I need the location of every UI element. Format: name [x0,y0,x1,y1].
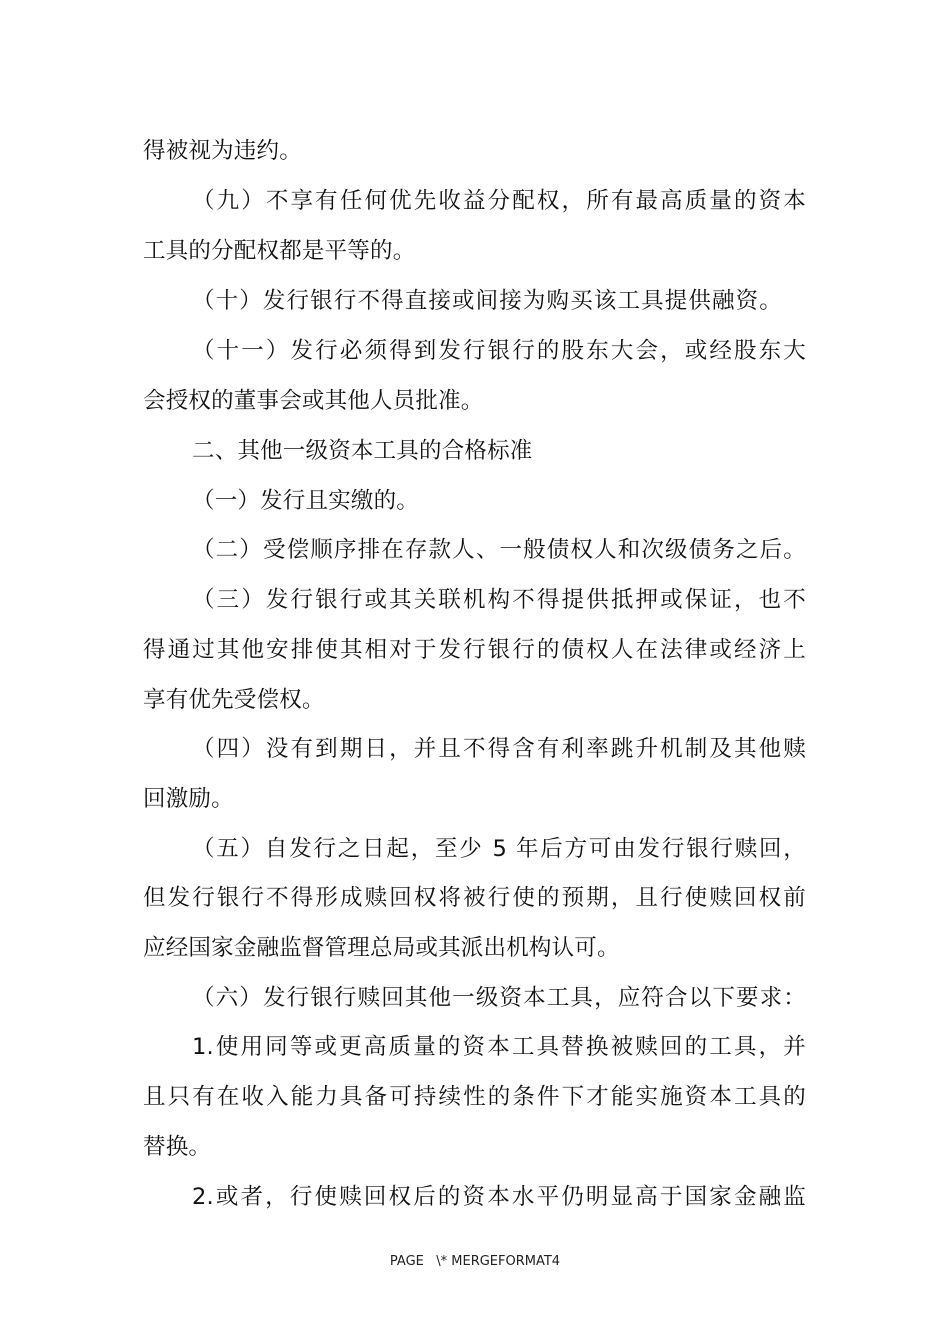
body-line-3: 工具的分配权都是平等的。 [143,238,416,264]
body-line-4: （十）发行银行不得直接或间接为购买该工具提供融资。 [192,288,782,314]
body-line-19: 1.使用同等或更高质量的资本工具替换被赎回的工具，并 [192,1034,806,1060]
body-line-17: 应经国家金融监督管理总局或其派出机构认可。 [143,935,620,961]
body-line-18: （六）发行银行赎回其他一级资本工具，应符合以下要求： [192,985,806,1011]
body-line-22: 2.或者，行使赎回权后的资本水平仍明显高于国家金融监 [192,1184,806,1210]
body-line-2: （九）不享有任何优先收益分配权，所有最高质量的资本 [192,188,806,214]
page-footer: PAGE \* MERGEFORMAT4 [389,1254,561,1269]
section-heading: 二、其他一级资本工具的合格标准 [192,438,533,464]
body-line-12: 享有优先受偿权。 [143,687,325,713]
body-line-1: 得被视为违约。 [143,138,302,164]
body-line-14: 回激励。 [143,786,234,812]
body-line-6: 会授权的董事会或其他人员批准。 [143,388,484,414]
body-line-20: 且只有在收入能力具备可持续性的条件下才能实施资本工具的 [143,1084,806,1110]
body-line-9: （二）受偿顺序排在存款人、一般债权人和次级债务之后。 [192,537,806,563]
body-line-8: （一）发行且实缴的。 [192,488,420,514]
body-line-11: 得通过其他安排使其相对于发行银行的债权人在法律或经济上 [143,637,806,663]
body-line-13: （四）没有到期日，并且不得含有利率跳升机制及其他赎 [192,736,806,762]
body-line-21: 替换。 [143,1134,212,1160]
body-line-15: （五）自发行之日起，至少 5 年后方可由发行银行赎回， [192,836,806,862]
body-line-10: （三）发行银行或其关联机构不得提供抵押或保证，也不 [192,587,806,613]
body-line-16: 但发行银行不得形成赎回权将被行使的预期，且行使赎回权前 [143,885,806,911]
body-line-5: （十一）发行必须得到发行银行的股东大会，或经股东大 [192,338,806,364]
